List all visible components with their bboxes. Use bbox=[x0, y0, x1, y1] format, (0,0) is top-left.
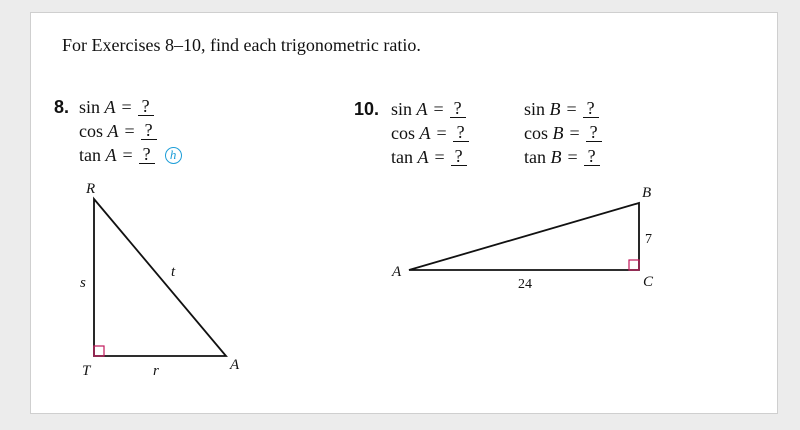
vertex-label-b: B bbox=[642, 185, 652, 201]
equals-sign: = bbox=[566, 99, 577, 119]
equals-sign: = bbox=[121, 97, 132, 117]
hint-icon[interactable]: h bbox=[165, 147, 182, 164]
exercise-card bbox=[30, 12, 778, 414]
function-name: cos bbox=[79, 121, 103, 141]
triangle-rta bbox=[80, 181, 240, 379]
exercise-number: 10. bbox=[354, 99, 380, 119]
right-angle-marker bbox=[629, 260, 639, 270]
vertex-label-t: T bbox=[82, 363, 91, 379]
vertex-label-a: A bbox=[230, 357, 240, 373]
function-name: cos bbox=[524, 123, 548, 143]
equals-sign: = bbox=[569, 123, 580, 143]
vertex-label-r: R bbox=[86, 181, 96, 197]
side-label-bc: 7 bbox=[645, 232, 652, 247]
equals-sign: = bbox=[434, 147, 445, 167]
side-label-r: r bbox=[153, 363, 159, 379]
function-name: cos bbox=[391, 123, 415, 143]
angle-variable: A bbox=[416, 99, 428, 119]
angle-variable: B bbox=[550, 147, 562, 167]
angle-variable: A bbox=[107, 121, 119, 141]
angle-variable: A bbox=[419, 123, 431, 143]
function-name: tan bbox=[391, 147, 413, 167]
equals-sign: = bbox=[122, 145, 133, 165]
triangle-abc-outline bbox=[409, 203, 639, 270]
answer-blank[interactable]: ? bbox=[141, 122, 157, 140]
angle-variable: B bbox=[549, 99, 561, 119]
right-angle-marker bbox=[94, 346, 104, 356]
function-name: sin bbox=[524, 99, 546, 119]
angle-variable: A bbox=[417, 147, 429, 167]
vertex-label-c: C bbox=[643, 274, 654, 290]
answer-blank[interactable]: ? bbox=[139, 146, 155, 164]
equals-sign: = bbox=[433, 99, 444, 119]
answer-blank[interactable]: ? bbox=[453, 124, 469, 142]
equals-sign: = bbox=[436, 123, 447, 143]
angle-variable: A bbox=[105, 145, 117, 165]
answer-blank[interactable]: ? bbox=[450, 100, 466, 118]
equals-sign: = bbox=[567, 147, 578, 167]
answer-blank[interactable]: ? bbox=[586, 124, 602, 142]
triangle-rta-outline bbox=[94, 199, 226, 356]
answer-blank[interactable]: ? bbox=[451, 148, 467, 166]
function-name: sin bbox=[79, 97, 101, 117]
function-name: sin bbox=[391, 99, 413, 119]
triangle-abc bbox=[391, 185, 654, 292]
function-name: tan bbox=[79, 145, 101, 165]
angle-variable: B bbox=[552, 123, 564, 143]
side-label-s: s bbox=[80, 275, 86, 291]
answer-blank[interactable]: ? bbox=[583, 100, 599, 118]
triangle-figures bbox=[31, 13, 779, 415]
answer-blank[interactable]: ? bbox=[584, 148, 600, 166]
equals-sign: = bbox=[124, 121, 135, 141]
side-label-ac: 24 bbox=[518, 277, 532, 292]
exercise-number: 8. bbox=[54, 97, 70, 117]
vertex-label-a: A bbox=[392, 264, 402, 280]
side-label-t: t bbox=[171, 264, 176, 280]
instructions-text: For Exercises 8–10, find each trigonometric ratio. bbox=[62, 35, 421, 55]
function-name: tan bbox=[524, 147, 546, 167]
angle-variable: A bbox=[104, 97, 116, 117]
answer-blank[interactable]: ? bbox=[138, 98, 154, 116]
